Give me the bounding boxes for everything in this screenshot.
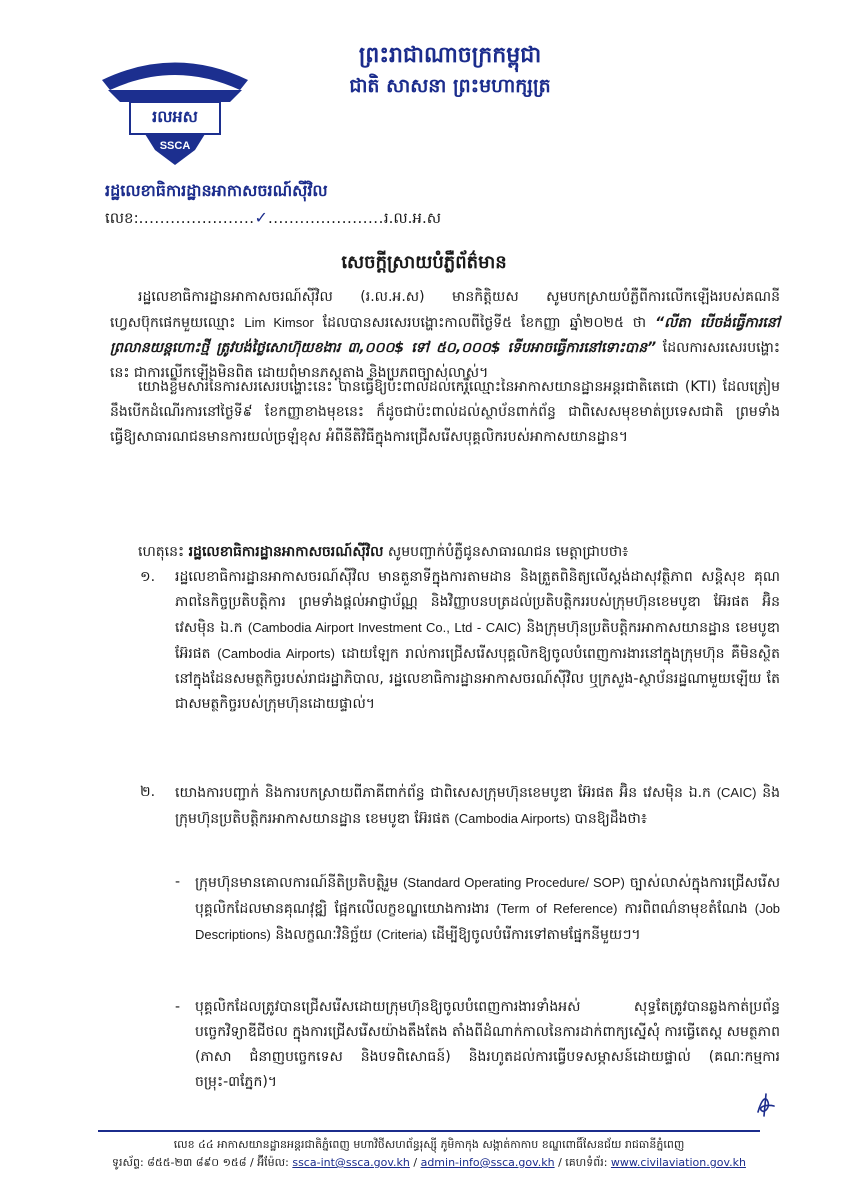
item-text: យោងការបញ្ជាក់ និងការបកស្រាយពីភាគីពាក់ព័ន្ធ ជាពិសេសក្រុមហ៊ុនខេមបូឌា អ៊ែរផត អ៊ិន វេសម៉ិន ឯ.ក bbox=[175, 785, 711, 801]
logo-text-khmer: រលអស bbox=[152, 107, 198, 126]
paragraph-1-text-a: រដ្ឋលេខាធិការដ្ឋានអាកាសចរណ៍ស៊ីវិល (រ.ល.អ.ស) មានកិត្តិយស សូមបកស្រាយបំភ្លឺពីការលើកឡើងរបស់គណនីហ្វេសប៊ុកផេកមួយឈ្មោះ bbox=[110, 289, 780, 331]
bullet-text: ក្រុមហ៊ុនមានគោលការណ៍នីតិប្រតិបត្តិរួម bbox=[195, 875, 399, 891]
reference-number bbox=[105, 208, 441, 231]
item-text-latin: (Cambodia Airports) bbox=[217, 646, 335, 661]
paragraph-3-org: រដ្ឋលេខាធិការដ្ឋានអាកាសចរណ៍ស៊ីវិល bbox=[188, 544, 384, 560]
bullet-text: ច្បាស់លាស់ក្នុងការជ្រើសរើសបុគ្គលិកដែលមានគុណវុឌ្ឍិ ផ្អែកលើលក្ខខណ្ឌយោងការងារ bbox=[195, 875, 781, 917]
quoted-claim: “លីតា បើចង់ធ្វើការនៅព្រលានយន្តហោះថ្មី ត្រូវបង់ថ្លៃសោហ៊ុយខងារ ៣,០០០$ ទៅ ៥០,០០០$ ទើបអាចធ្វើការនៅទោះបាន” bbox=[110, 315, 781, 356]
bullet-text: និងលក្ខណៈវិនិច្ឆ័យ bbox=[275, 927, 373, 943]
item-text-latin: (CAIC) bbox=[716, 785, 757, 800]
bullet-text-latin: (Job Descriptions) bbox=[195, 901, 781, 942]
checkmark-icon: ✓ bbox=[254, 208, 268, 227]
kingdom-title: ព្រះរាជាណាចក្រកម្ពុជា bbox=[358, 43, 542, 68]
item-number: ២. bbox=[140, 784, 156, 800]
item-text-latin: (Cambodia Airports) bbox=[454, 811, 571, 826]
ssca-logo bbox=[100, 50, 250, 170]
item-number: ១. bbox=[140, 569, 156, 585]
paragraph-2: យោងខ្លឹមសារនៃការសរសេរបង្ហោះនេះ បានធ្វើឱ្យប៉ះពាល់ដល់កេរ្តិ៍ឈ្មោះនៃអាកាសយានដ្ឋានអន្តរជាតិតេជោ (KTI) ដែលត្រៀមនឹងបើកដំណើរការនៅថ្ងៃទី៩ ខែកញ្ញាខាងមុខនេះ ក៏ដូចជាប៉ះពាល់ដល់ស្ថាប័នពាក់ព័ន្ធ ជាពិសេសមុខមាត់ប្រទេសជាតិ ព្រមទាំងធ្វើឱ្យសាធារណជនមានការយល់ច្រឡំខុស អំពីនីតិវិធីក្នុងការជ្រើសរើសបុគ្គលិករបស់អាកាសយានដ្ឋាន។ bbox=[110, 379, 780, 445]
item-text-latin: (Cambodia Airport Investment Co., Ltd - CAIC) bbox=[247, 620, 522, 635]
bullet-item bbox=[175, 995, 780, 1095]
document-title: សេចក្ដីស្រាយបំភ្លឺព័ត៌មាន bbox=[341, 252, 507, 273]
bullet-text: បុគ្គលិកដែលត្រូវបានជ្រើសរើសដោយក្រុមហ៊ុនឱ្យចូលបំពេញការងារទាំងអស់ សុទ្ធតែត្រូវបានឆ្លងកាត់ប្រព័ន្ធបច្ចេកវិទ្យាឌីជីថល ក្នុងការជ្រើសរើសយ៉ាងតឹងតែង តាំងពីដំណាក់កាលនៃការដាក់ពាក្យស្នើសុំ ការធ្វើតេស្ត សមត្ថភាព (ភាសា ជំនាញបច្ចេកទេស និងបទពិសោធន៍) និងរហូតដល់ការធ្វើបទសម្ភាសន៍ដោយផ្ទាល់ (គណៈកម្មការចម្រុះ-៣ភ្នែក)។ bbox=[195, 999, 780, 1090]
reference-dots-left: ...................... bbox=[138, 209, 255, 227]
item-text: និងក្រុមហ៊ុនប្រតិបត្តិករអាកាសយានដ្ឋាន ខេមបូឌា អ៊ែរផត bbox=[175, 785, 780, 827]
bullet-text-latin: (Standard Operating Procedure/ SOP) bbox=[403, 875, 625, 890]
facebook-page-name: Lim Kimsor bbox=[244, 315, 314, 330]
reference-dots-right: ...................... bbox=[267, 209, 384, 227]
footer-phone: ទូរស័ព្ទ: ៨៥៥-២៣ ៨៩០ ១៥៨ / អ៊ីម៉ែល: bbox=[112, 1156, 289, 1169]
footer-divider bbox=[98, 1130, 760, 1132]
bullet-text-latin: (Criteria) bbox=[376, 927, 428, 942]
paragraph-1-text-c: ដែលការសរសេរបង្ហោះនេះ ជាការលើកឡើងមិនពិត ដោយពុំមានភស្តុតាង និងប្រភពច្បាស់លាស់។ bbox=[110, 340, 781, 381]
reference-label: លេខ: bbox=[105, 209, 139, 227]
paragraph-1-text-b: ដែលបានសរសេរបង្ហោះកាលពីថ្ងៃទី៥ ខែកញ្ញា ឆ្នាំ២០២៥ ថា bbox=[322, 315, 647, 331]
logo-text-latin: SSCA bbox=[159, 140, 191, 152]
bullet-item bbox=[175, 870, 781, 948]
item-text: ដោយឡែក រាល់ការជ្រើសរើសបុគ្គលិកឱ្យចូលបំពេញការងារនៅក្នុងក្រុមហ៊ុន គឺមិនស្ថិតនៅក្នុងដែនសមត្ថកិច្ចរបស់រាជរដ្ឋាភិបាល, រដ្ឋលេខាធិការដ្ឋានអាកាសចរណ៍ស៊ីវិល ឬក្រសួង-ស្ថាប័នរដ្ឋណាមួយឡើយ តែជាសមត្ថកិច្ចរបស់ក្រុមហ៊ុនដោយផ្ទាល់។ bbox=[175, 646, 781, 712]
footer-website-label: / គេហទំព័រ: bbox=[558, 1156, 608, 1169]
kingdom-motto: ជាតិ សាសនា ព្រះមហាក្សត្រ bbox=[349, 75, 551, 97]
paragraph-3 bbox=[110, 540, 780, 565]
bullet-dash: - bbox=[175, 999, 181, 1015]
bullet-text: ដើម្បីឱ្យចូលបំរើការទៅតាមផ្នែកនីមួយៗ។ bbox=[431, 927, 641, 943]
footer-address: លេខ ៤៤ អាកាសយានដ្ឋានអន្តរជាតិភ្នំពេញ មហាវិថីសហព័ន្ធរុស្ស៊ី ភូមិកាកុង សង្កាត់កាកាប ខណ្ឌពោធិ៍សែនជ័យ រាជធានីភ្នំពេញ bbox=[173, 1138, 685, 1151]
organization-name: រដ្ឋលេខាធិការដ្ឋានអាកាសចរណ៍ស៊ីវិល bbox=[105, 181, 328, 200]
reference-suffix: រ.ល.អ.ស bbox=[383, 209, 441, 227]
paragraph-3-text-a: ហេតុនេះ bbox=[138, 544, 185, 560]
bullet-text: ការពិពណ៌នាមុខតំណែង bbox=[624, 901, 748, 917]
paragraph-3-text-c: សូមបញ្ជាក់បំភ្លឺជូនសាធារណជន មេត្តាជ្រាបថា៖ bbox=[387, 544, 629, 560]
list-item bbox=[140, 565, 781, 717]
bullet-text-latin: (Term of Reference) bbox=[496, 901, 618, 916]
item-text: រដ្ឋលេខាធិការដ្ឋានអាកាសចរណ៍ស៊ីវិល មានតួនាទីក្នុងការតាមដាន និងត្រួតពិនិត្យលើស្តង់ដាសុវត្ថិភាព សន្តិសុខ គុណភាពនៃកិច្ចប្រតិបត្តិការ ព្រមទាំងផ្តល់អាជ្ញាប័ណ្ណ និងវិញ្ញាបនបត្រដល់ប្រតិបត្តិកររបស់ក្រុមហ៊ុនខេមបូឌា អ៊ែរផត អ៊ិន វេសម៉ិន ឯ.ក bbox=[175, 569, 780, 636]
item-text: បានឱ្យដឹងថា៖ bbox=[574, 811, 648, 827]
email-link-ssca-int[interactable]: ssca-int@ssca.gov.kh bbox=[292, 1156, 410, 1169]
email-link-admin-info[interactable]: admin-info@ssca.gov.kh bbox=[420, 1156, 555, 1169]
initials-signature bbox=[752, 1090, 782, 1120]
kingdom-header bbox=[300, 40, 600, 100]
website-link[interactable]: www.civilaviation.gov.kh bbox=[610, 1156, 746, 1169]
item-text: និងក្រុមហ៊ុនប្រតិបត្តិករអាកាសយានដ្ឋាន ខេមបូឌា អ៊ែរផត bbox=[175, 620, 781, 662]
list-item bbox=[140, 780, 780, 832]
paragraph-1 bbox=[110, 285, 780, 386]
footer-contact bbox=[98, 1156, 760, 1172]
bullet-dash: - bbox=[175, 874, 181, 890]
footer-separator: / bbox=[413, 1156, 418, 1169]
